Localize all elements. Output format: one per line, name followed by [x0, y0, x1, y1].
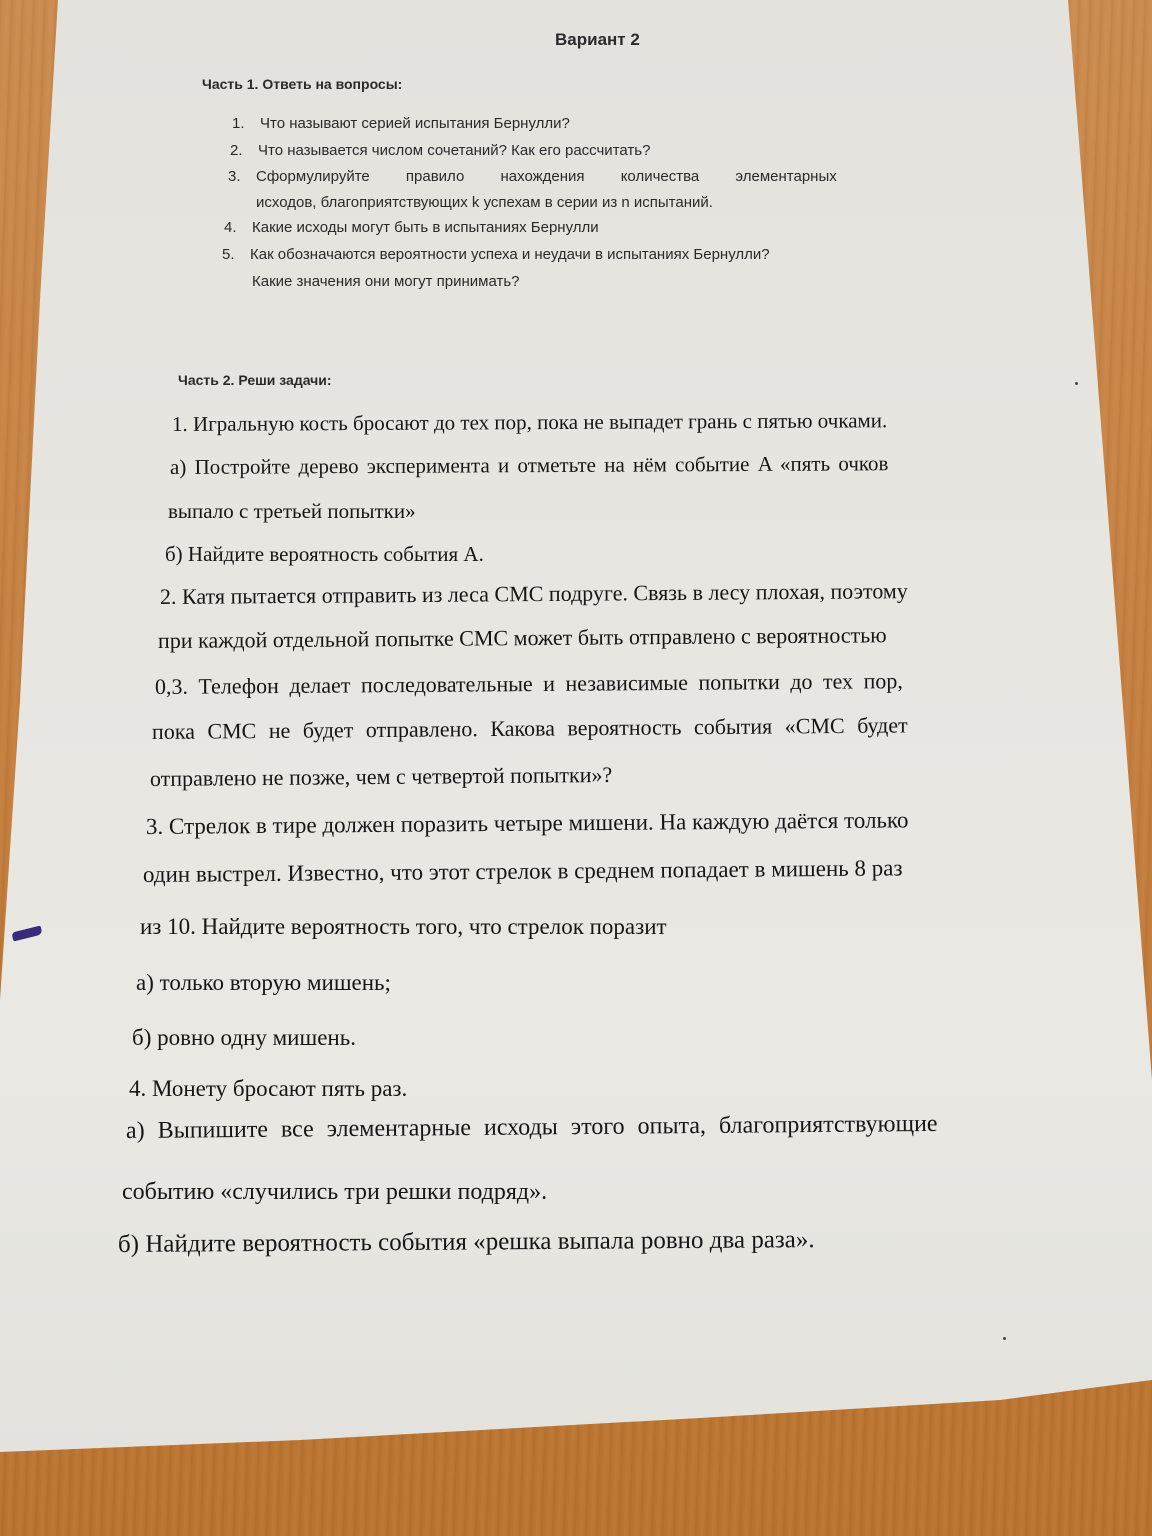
task-1a-continuation: выпало с третьей попытки»: [168, 499, 416, 523]
task-1b: б) Найдите вероятность события А.: [165, 542, 484, 566]
task-2-line-4: пока СМС не будет отправлено. Какова вероятность события «СМС будет: [151, 712, 908, 744]
task-4a: а) Выпишите все элементарные исходы этого опыта, благоприятствующие: [125, 1110, 938, 1144]
pen-ink-mark: [11, 926, 42, 942]
question-text: Как обозначаются вероятности успеха и неудачи в испытаниях Бернулли?: [250, 246, 770, 263]
question-number: 5.: [222, 246, 235, 263]
task-4b: б) Найдите вероятность события «решка выпала ровно два раза».: [117, 1226, 815, 1258]
task-3-line-2: один выстрел. Известно, что этот стрелок в среднем попадает в мишень 8 раз: [142, 855, 903, 887]
task-2-line-3: 0,3. Телефон делает последовательные и независимые попытки до тех пор,: [154, 668, 903, 699]
paper-speck: [1075, 382, 1078, 385]
variant-title: Вариант 2: [555, 30, 640, 49]
question-number: 1.: [232, 115, 245, 132]
question-text: Что называют серией испытания Бернулли?: [260, 115, 570, 132]
question-text: Что называется числом сочетаний? Как его рассчитать?: [258, 142, 651, 159]
question-text: Какие исходы могут быть в испытаниях Бернулли: [252, 219, 599, 236]
question-4: [224, 219, 599, 236]
task-1-statement: 1. Игральную кость бросают до тех пор, пока не выпадет грань с пятью очками.: [171, 408, 888, 436]
part1-heading: Часть 1. Ответь на вопросы:: [202, 76, 403, 92]
task-3b: б) ровно одну мишень.: [132, 1025, 356, 1050]
question-text: Сформулируйте правило нахождения количества элементарных: [256, 168, 837, 185]
question-5: [222, 246, 770, 263]
question-5-continuation: Какие значения они могут принимать?: [252, 273, 520, 290]
question-3: [228, 168, 837, 185]
task-4-statement: 4. Монету бросают пять раз.: [129, 1076, 408, 1101]
part2-heading: Часть 2. Реши задачи:: [178, 372, 332, 388]
task-4a-continuation: событию «случились три решки подряд».: [122, 1179, 548, 1205]
task-3-line-1: 3. Стрелок в тире должен поразить четыре мишени. На каждую даётся только: [145, 807, 909, 839]
task-2-line-2: при каждой отдельной попытке СМС может быть отправлено с вероятностью: [157, 622, 887, 653]
question-3-continuation: исходов, благоприятствующих k успехам в серии из n испытаний.: [256, 194, 713, 211]
task-3-line-3: из 10. Найдите вероятность того, что стрелок поразит: [140, 914, 667, 939]
task-2-line-1: 2. Катя пытается отправить из леса СМС подруге. Связь в лесу плохая, поэтому: [159, 578, 908, 609]
paper-speck: [1003, 1337, 1006, 1340]
question-1: [232, 115, 570, 132]
question-2: [230, 142, 650, 159]
question-number: 3.: [228, 168, 241, 185]
task-1a: а) Постройте дерево эксперимента и отметьте на нём событие A «пять очков: [169, 451, 889, 479]
question-number: 4.: [224, 219, 237, 236]
task-2-line-5: отправлено не позже, чем с четвертой попытки»?: [149, 761, 613, 791]
task-3a: а) только вторую мишень;: [136, 970, 391, 995]
question-number: 2.: [230, 142, 243, 159]
